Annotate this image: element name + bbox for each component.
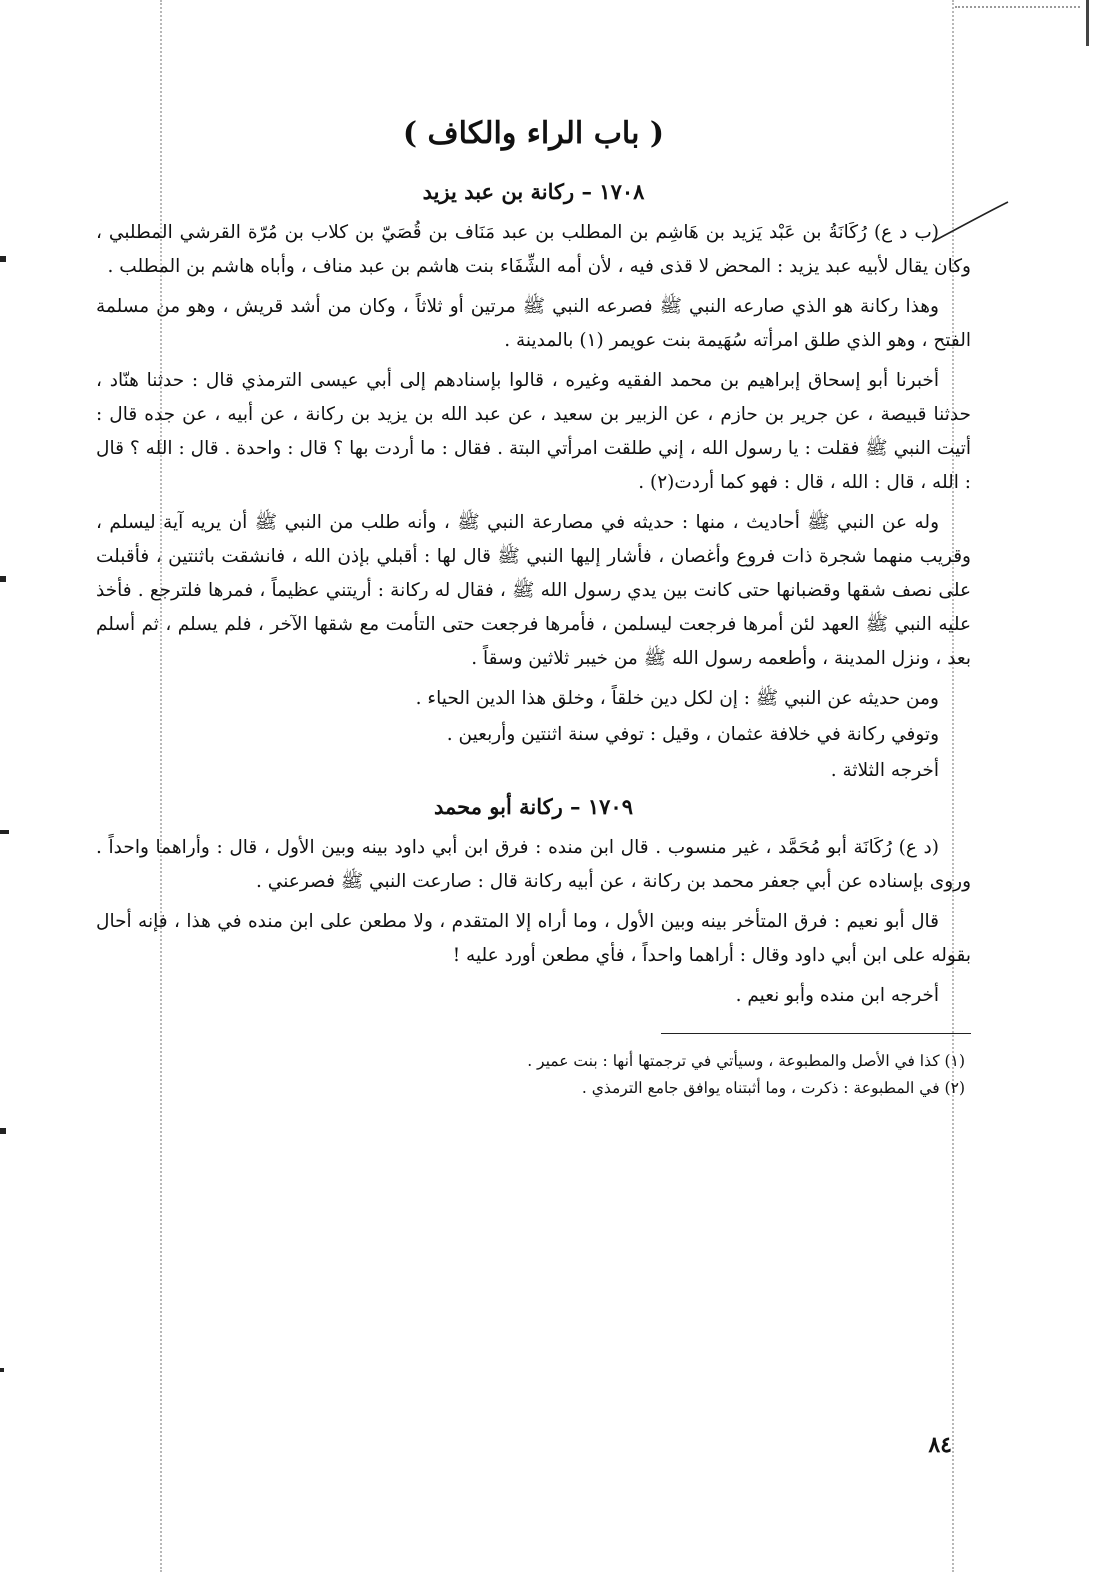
paragraph: (د ع) رُكَانَة أبو مُحَمَّد ، غير منسوب . قال ابن منده : فرق ابن أبي داود بينه وبين الأول ، قال : وأراهما واحداً . وروى بإسناده عن أبي جعفر محمد بن ركانة ، عن أبيه ركانة قال : صارعت النبي ﷺ فصرعني . bbox=[96, 837, 971, 892]
edge-scan-mark bbox=[0, 256, 6, 262]
corner-scan-mark bbox=[1086, 0, 1089, 46]
edge-scan-mark bbox=[0, 830, 9, 834]
paragraph: أخرجه الثلاثة . bbox=[830, 760, 939, 781]
paragraph: وله عن النبي ﷺ أحاديث ، منها : حديثه في مصارعة النبي ﷺ ، وأنه طلب من النبي ﷺ أن يريه آية ليسلم ، وقريب منهما شجرة ذات فروع وأغصان ، فأشار إليها النبي ﷺ قال لها : أقبلي بإذن الله ، فانشقت باثنتين ، فأقبلت على نصف شقها وقضبانها حتى كانت بين يدي رسول الله ﷺ ، فقال له ركانة : أريتني عظيماً ، فمرها فلترجع . فأخذ عليه النبي ﷺ العهد لئن أمرها فرجعت ليسلمن ، فأمرها فرجعت حتى التأمت مع شقها الآخر ، فلم يسلم ، ثم أسلم بعد ، ونزل المدينة ، وأطعمه رسول الله ﷺ من خيبر ثلاثين وسقاً . bbox=[96, 512, 971, 669]
paragraph: أخرجه ابن منده وأبو نعيم . bbox=[735, 985, 939, 1006]
paragraph: (ب د ع) رُكَانَةُ بن عَبْد يَزيد بن هَاشِم بن المطلب بن عبد مَنَاف بن قُصَيّ بن كلاب بن مُرّة القرشي المطلبي ، وكان يقال لأبيه عبد يزيد : المحض لا قذى فيه ، لأن أمه الشِّفَاء بنت هاشم بن عبد مناف ، وأباه هاشم بن المطلب . bbox=[96, 222, 971, 277]
chapter-title: ( باب الراء والكاف ) bbox=[402, 116, 665, 151]
entry-title: ١٧٠٨ – ركانة بن عبد يزيد bbox=[422, 179, 645, 204]
footnote: (٢) في المطبوعة : ذكرت ، وما أثبتناه يوافق جامع الترمذي . bbox=[581, 1079, 965, 1097]
page-number: ٨٤ bbox=[928, 1432, 952, 1458]
entry-1709 bbox=[96, 794, 971, 1013]
edge-scan-mark bbox=[0, 576, 6, 582]
footnote-divider bbox=[661, 1033, 971, 1034]
paragraph: قال أبو نعيم : فرق المتأخر بينه وبين الأول ، وما أراه إلا المتقدم ، ولا مطعن على ابن منده في هذا ، فإنه أحال بقوله على ابن أبي داود وقال : أراهما واحداً ، فأي مطعن أورد عليه ! bbox=[96, 911, 971, 966]
footnote: (١) كذا في الأصل والمطبوعة ، وسيأتي في ترجمتها أنها : بنت عمير . bbox=[527, 1052, 965, 1070]
paragraph: وهذا ركانة هو الذي صارعه النبي ﷺ فصرعه النبي ﷺ مرتين أو ثلاثاً ، وكان من أشد قريش ، وهو من مسلمة الفتح ، وهو الذي طلق امرأته سُهَيمة بنت عويمر (١) بالمدينة . bbox=[96, 296, 971, 351]
top-edge-dotted-line bbox=[955, 6, 1080, 8]
paragraph: ومن حديثه عن النبي ﷺ : إن لكل دين خلقاً ، وخلق هذا الدين الحياء . bbox=[415, 688, 939, 709]
paragraph: وتوفي ركانة في خلافة عثمان ، وقيل : توفي سنة اثنتين وأربعين . bbox=[446, 724, 939, 745]
edge-scan-mark bbox=[0, 1128, 6, 1134]
entry-title: ١٧٠٩ – ركانة أبو محمد bbox=[433, 794, 633, 819]
entry-1708 bbox=[96, 179, 971, 788]
footnotes bbox=[96, 1048, 971, 1102]
edge-scan-mark bbox=[0, 1368, 4, 1372]
paragraph: أخبرنا أبو إسحاق إبراهيم بن محمد الفقيه وغيره ، قالوا بإسنادهم إلى أبي عيسى الترمذي قال : حدثنا هنّاد ، حدثنا قبيصة ، عن جرير بن حازم ، عن الزبير بن سعيد ، عن عبد الله بن يزيد بن ركانة ، عن أبيه ، عن جده قال : أتيت النبي ﷺ فقلت : يا رسول الله ، إني طلقت امرأتي البتة . فقال : ما أردت بها ؟ قال : واحدة . قال : الله ؟ قال : الله ، قال : الله ، قال : فهو كما أردت(٢) . bbox=[96, 370, 971, 493]
page-content bbox=[96, 108, 971, 1102]
